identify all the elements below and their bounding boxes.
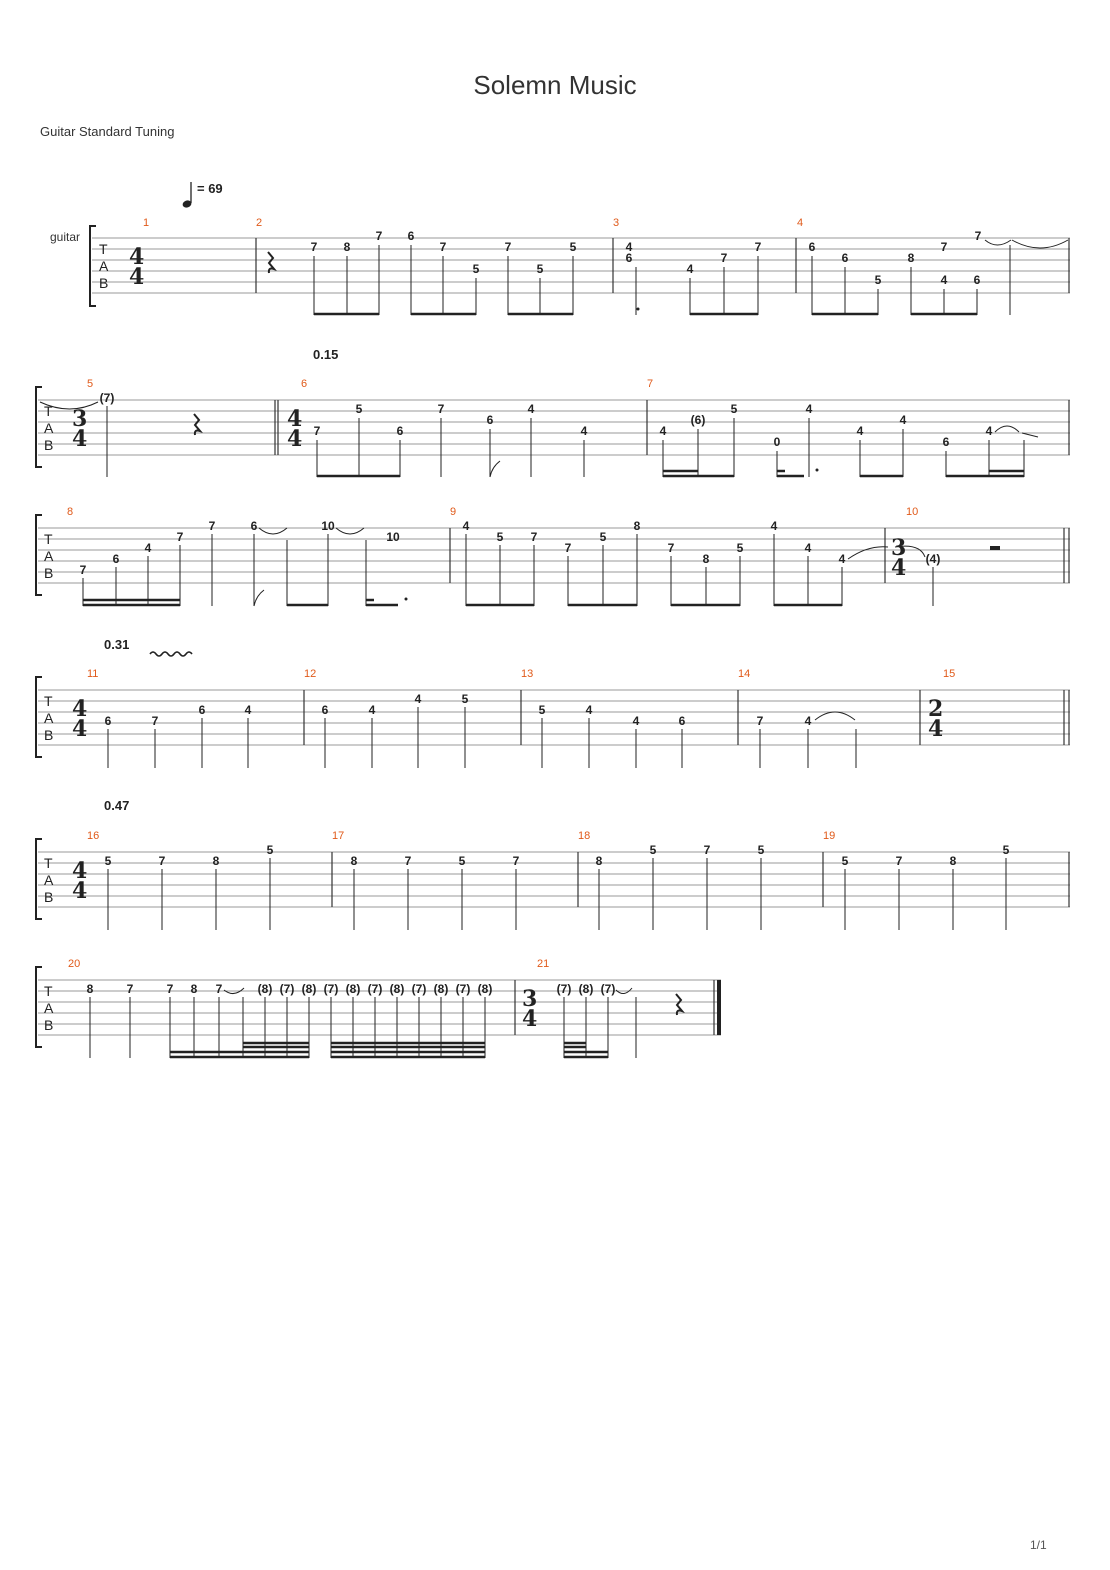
fret-number: 4 [856, 424, 864, 438]
fret-number: 8 [702, 552, 710, 566]
staff-lines [38, 852, 1070, 907]
fret-number: 7 [530, 530, 538, 544]
fret-number: 6 [625, 251, 633, 265]
fret-number: 7 [512, 854, 520, 868]
tab-letter-a: A [44, 1000, 54, 1016]
measure-number: 10 [906, 506, 919, 518]
fret-number: 5 [757, 843, 765, 857]
fret-number: (7) [556, 982, 572, 996]
tab-letter-t: T [44, 855, 53, 871]
fret-number: 7 [437, 402, 445, 416]
measure-number: 18 [578, 830, 591, 842]
timestamp-2: 0.31 [104, 637, 130, 652]
fret-number: (8) [301, 982, 317, 996]
tab-letter-t: T [99, 241, 108, 257]
stems [314, 245, 1010, 315]
time-signature-top: 4 [287, 406, 303, 432]
rest-icon [268, 252, 274, 273]
system-1 [90, 217, 1070, 315]
measure-number: 7 [647, 378, 654, 390]
measure-number: 21 [537, 958, 550, 970]
fret-number: 4 [244, 703, 252, 717]
fret-number: 5 [461, 692, 469, 706]
fret-number: (7) [99, 391, 115, 405]
fret-number: 5 [736, 541, 744, 555]
fret-number: 4 [632, 714, 640, 728]
staff-lines [38, 690, 1070, 745]
fret-number: 6 [841, 251, 849, 265]
time-signature-top: 4 [72, 696, 88, 722]
fret-number: 8 [595, 854, 603, 868]
fret-number: 5 [841, 854, 849, 868]
fret-number: 5 [104, 854, 112, 868]
fret-number: 8 [350, 854, 358, 868]
time-signature-bottom: 4 [891, 555, 907, 581]
system-5 [36, 830, 1070, 930]
fret-number: 6 [942, 435, 950, 449]
fret-number: (7) [455, 982, 471, 996]
measure-number: 20 [68, 958, 81, 970]
fret-number: (7) [367, 982, 383, 996]
measure-number: 14 [738, 668, 751, 680]
fret-number: 5 [874, 273, 882, 287]
measure-number: 12 [304, 668, 317, 680]
fret-number: 8 [86, 982, 94, 996]
time-signature-top: 4 [129, 244, 145, 270]
fret-number: 8 [190, 982, 198, 996]
fret-number: 7 [158, 854, 166, 868]
fret-number: 4 [940, 273, 948, 287]
tab-letter-a: A [44, 420, 54, 436]
fret-number: 5 [1002, 843, 1010, 857]
fret-number: 4 [770, 519, 778, 533]
fret-number: 7 [310, 240, 318, 254]
instrument-label: guitar [50, 230, 81, 244]
fret-number: 7 [151, 714, 159, 728]
staff-lines [38, 528, 1070, 583]
staff-lines [38, 400, 1070, 455]
system-3 [36, 506, 1070, 606]
fret-number: 7 [667, 541, 675, 555]
fret-number: 6 [321, 703, 329, 717]
tuning-label: Guitar Standard Tuning [40, 124, 175, 139]
tie [336, 528, 364, 534]
fret-number: 5 [355, 402, 363, 416]
fret-number: 4 [580, 424, 588, 438]
tab-letter-b: B [44, 565, 54, 581]
time-signature-bottom: 4 [928, 716, 944, 742]
fret-number: 6 [104, 714, 112, 728]
fret-number: 7 [703, 843, 711, 857]
fret-number: 6 [396, 424, 404, 438]
fret-number: 6 [973, 273, 981, 287]
fret-number: 4 [899, 413, 907, 427]
time-signature-top: 3 [522, 986, 538, 1012]
tie [985, 240, 1011, 245]
time-signature-top: 3 [72, 406, 88, 432]
fret-number: 5 [266, 843, 274, 857]
fret-number: (8) [389, 982, 405, 996]
tie [1012, 240, 1068, 248]
fret-number: 7 [166, 982, 174, 996]
timestamp-1: 0.15 [313, 347, 339, 362]
half-rest-icon [990, 546, 1000, 550]
rest-icon [194, 414, 200, 435]
fret-number: (7) [411, 982, 427, 996]
fret-number: 4 [527, 402, 535, 416]
tab-letter-a: A [44, 548, 54, 564]
fret-number: 7 [564, 541, 572, 555]
fret-number: 7 [404, 854, 412, 868]
tab-letter-a: A [99, 258, 109, 274]
system-4 [36, 668, 1070, 768]
fret-number: (8) [257, 982, 273, 996]
system-2 [36, 378, 1070, 477]
fret-number: 4 [805, 402, 813, 416]
fret-number: (6) [690, 413, 706, 427]
fret-number: 10 [321, 519, 335, 533]
time-signature-top: 3 [891, 535, 907, 561]
fret-number: 5 [569, 240, 577, 254]
fret-number: (4) [925, 552, 941, 566]
page-number: 1/1 [1030, 1538, 1047, 1552]
score-title: Solemn Music [473, 70, 637, 100]
fret-number: 4 [625, 240, 633, 254]
time-signature-bottom: 4 [72, 426, 88, 452]
fret-number: 5 [472, 262, 480, 276]
measure-number: 3 [613, 217, 620, 229]
time-signature-bottom: 4 [72, 716, 88, 742]
fret-number: 7 [754, 240, 762, 254]
fret-number: 7 [208, 519, 216, 533]
time-signature-top: 2 [928, 696, 944, 722]
fret-number: 8 [212, 854, 220, 868]
fret-number: 4 [804, 541, 812, 555]
fret-number: 7 [940, 240, 948, 254]
tab-letter-t: T [44, 403, 53, 419]
tie [259, 528, 287, 534]
fret-number: 7 [504, 240, 512, 254]
fret-number: 7 [126, 982, 134, 996]
fret-number: 4 [985, 424, 993, 438]
fret-number: 6 [407, 229, 415, 243]
tab-letter-t: T [44, 983, 53, 999]
measure-number: 16 [87, 830, 100, 842]
measure-number: 2 [256, 217, 263, 229]
fret-number: 7 [375, 229, 383, 243]
tab-letter-a: A [44, 710, 54, 726]
measure-number: 5 [87, 378, 94, 390]
fret-number: 4 [804, 714, 812, 728]
fret-number: 7 [79, 563, 87, 577]
fret-number: 7 [439, 240, 447, 254]
tab-letter-b: B [44, 437, 54, 453]
fret-number: 0 [773, 435, 781, 449]
time-signature-bottom: 4 [129, 264, 145, 290]
measure-number: 17 [332, 830, 345, 842]
fret-number: 5 [458, 854, 466, 868]
fret-number: (8) [345, 982, 361, 996]
fret-number: 5 [599, 530, 607, 544]
fret-number: 5 [496, 530, 504, 544]
fret-number: (7) [323, 982, 339, 996]
tempo-value: = 69 [197, 181, 223, 196]
fret-number: 8 [907, 251, 915, 265]
tie [995, 426, 1019, 432]
time-signature-bottom: 4 [522, 1006, 538, 1032]
fret-number: 6 [808, 240, 816, 254]
tab-letter-t: T [44, 531, 53, 547]
fret-number: 7 [313, 424, 321, 438]
fret-number: 6 [486, 413, 494, 427]
fret-number: 4 [686, 262, 694, 276]
fret-number: 8 [343, 240, 351, 254]
fret-number: (8) [578, 982, 594, 996]
fret-number: 6 [678, 714, 686, 728]
fret-number: 6 [250, 519, 258, 533]
measure-number: 19 [823, 830, 836, 842]
measure-number: 15 [943, 668, 956, 680]
fret-number: 7 [720, 251, 728, 265]
tab-letter-b: B [44, 889, 54, 905]
fret-number: (7) [279, 982, 295, 996]
fret-number: 6 [112, 552, 120, 566]
tab-letter-b: B [44, 727, 54, 743]
fret-number: 4 [659, 424, 667, 438]
dot [637, 308, 640, 311]
tab-letter-a: A [44, 872, 54, 888]
tie [848, 547, 888, 559]
measure-number: 9 [450, 506, 457, 518]
tie [815, 712, 855, 720]
measure-number: 8 [67, 506, 74, 518]
measure-number: 11 [87, 668, 99, 680]
fret-number: 4 [462, 519, 470, 533]
system-6 [36, 958, 721, 1058]
fret-number: 5 [538, 703, 546, 717]
measure-number: 4 [797, 217, 804, 229]
fret-number: 5 [649, 843, 657, 857]
fret-number: (8) [477, 982, 493, 996]
fret-number: 5 [536, 262, 544, 276]
time-signature-top: 4 [72, 858, 88, 884]
fret-number: 4 [414, 692, 422, 706]
fret-number: 7 [176, 530, 184, 544]
rest-icon [676, 994, 682, 1015]
fret-number: (8) [433, 982, 449, 996]
tab-letter-b: B [99, 275, 109, 291]
time-signature-bottom: 4 [72, 878, 88, 904]
fret-number: 4 [838, 552, 846, 566]
tab-letter-t: T [44, 693, 53, 709]
timestamp-3: 0.47 [104, 798, 130, 813]
tab-letter-b: B [44, 1017, 54, 1033]
fret-number: 8 [633, 519, 641, 533]
fret-number: 10 [386, 530, 400, 544]
vibrato-icon [150, 652, 192, 656]
fret-number: 7 [974, 229, 982, 243]
measure-number: 13 [521, 668, 534, 680]
measure-number: 6 [301, 378, 308, 390]
fret-number: 5 [730, 402, 738, 416]
tempo-marking [182, 181, 223, 209]
fret-number: 4 [368, 703, 376, 717]
fret-number: 6 [198, 703, 206, 717]
fret-number: 8 [949, 854, 957, 868]
fret-number: 4 [144, 541, 152, 555]
time-signature-bottom: 4 [287, 426, 303, 452]
fret-number: 7 [895, 854, 903, 868]
fret-number: 7 [756, 714, 764, 728]
measure-number: 1 [143, 217, 150, 229]
fret-number: 4 [585, 703, 593, 717]
fret-number: (7) [600, 982, 616, 996]
staff-lines [92, 238, 1070, 293]
fret-number: 7 [215, 982, 223, 996]
